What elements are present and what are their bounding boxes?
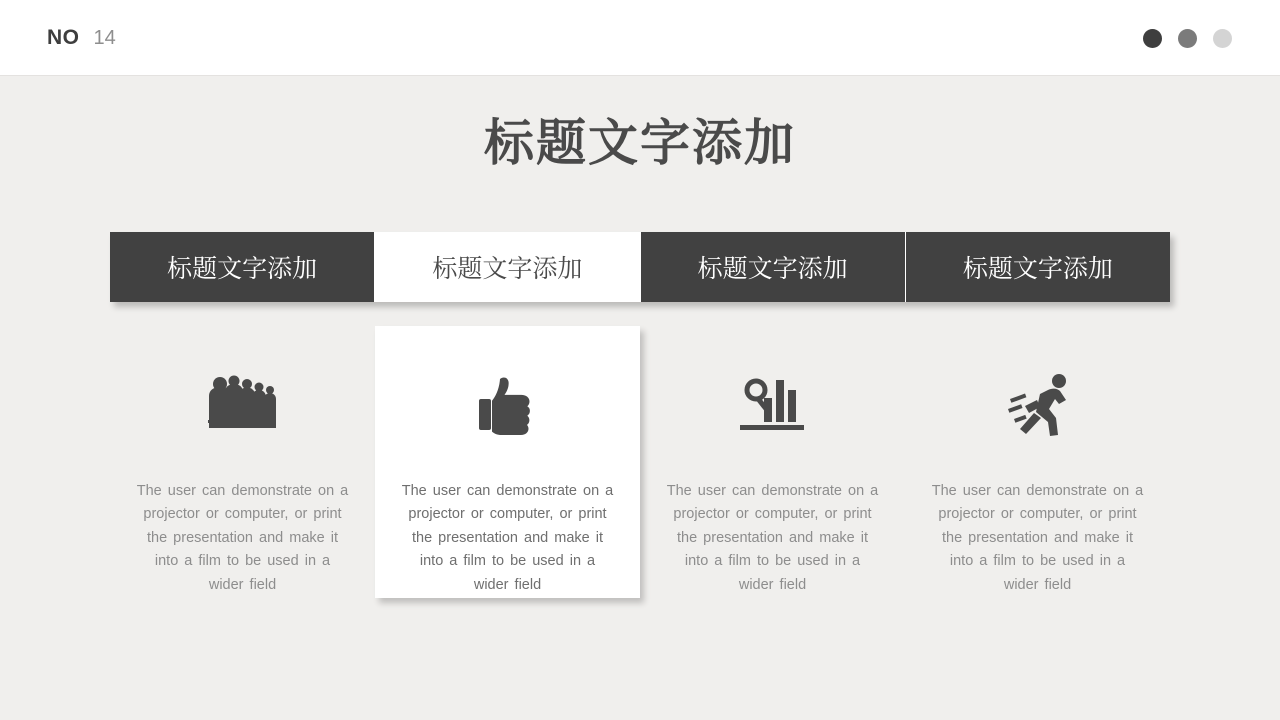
progress-dots: [1143, 0, 1232, 76]
tab-strip: [110, 232, 1170, 302]
no-label: NO: [47, 26, 80, 49]
tab-3-label: 标题文字添加: [697, 254, 848, 283]
tab-1-label: 标题文字添加: [167, 254, 318, 283]
page-indicator: [47, 0, 116, 76]
column-3-text: The user can demonstrate on a projector or computer, or print the presentation and make it into a film to be used in a wider field: [666, 483, 879, 593]
tab-2-label: 标题文字添加: [432, 254, 583, 283]
tab-4[interactable]: [906, 232, 1170, 302]
column-3[interactable]: [640, 326, 905, 616]
column-2-text: The user can demonstrate on a projector or computer, or print the presentation and make it into a film to be used in a wider field: [401, 483, 614, 593]
dot-inactive-icon[interactable]: [1213, 29, 1232, 48]
dot-active-icon[interactable]: [1143, 29, 1162, 48]
people-group-icon: [110, 362, 375, 448]
running-person-icon: [905, 362, 1170, 448]
tab-1[interactable]: [110, 232, 375, 302]
page-number: 14: [93, 26, 116, 49]
column-1[interactable]: [110, 326, 375, 616]
column-4[interactable]: [905, 326, 1170, 616]
slide-header: [0, 0, 1280, 76]
thumbs-up-icon: [375, 362, 640, 448]
page-title: 标题文字添加: [484, 114, 796, 172]
column-2[interactable]: [375, 326, 640, 598]
tab-3[interactable]: [641, 232, 906, 302]
column-1-text: The user can demonstrate on a projector or computer, or print the presentation and make it into a film to be used in a wider field: [136, 483, 349, 593]
tab-2[interactable]: [375, 232, 640, 302]
bar-chart-search-icon: [640, 362, 905, 448]
content-columns: [110, 326, 1170, 616]
dot-mid-icon[interactable]: [1178, 29, 1197, 48]
column-4-text: The user can demonstrate on a projector or computer, or print the presentation and make it into a film to be used in a wider field: [931, 483, 1144, 593]
tab-4-label: 标题文字添加: [962, 254, 1113, 283]
